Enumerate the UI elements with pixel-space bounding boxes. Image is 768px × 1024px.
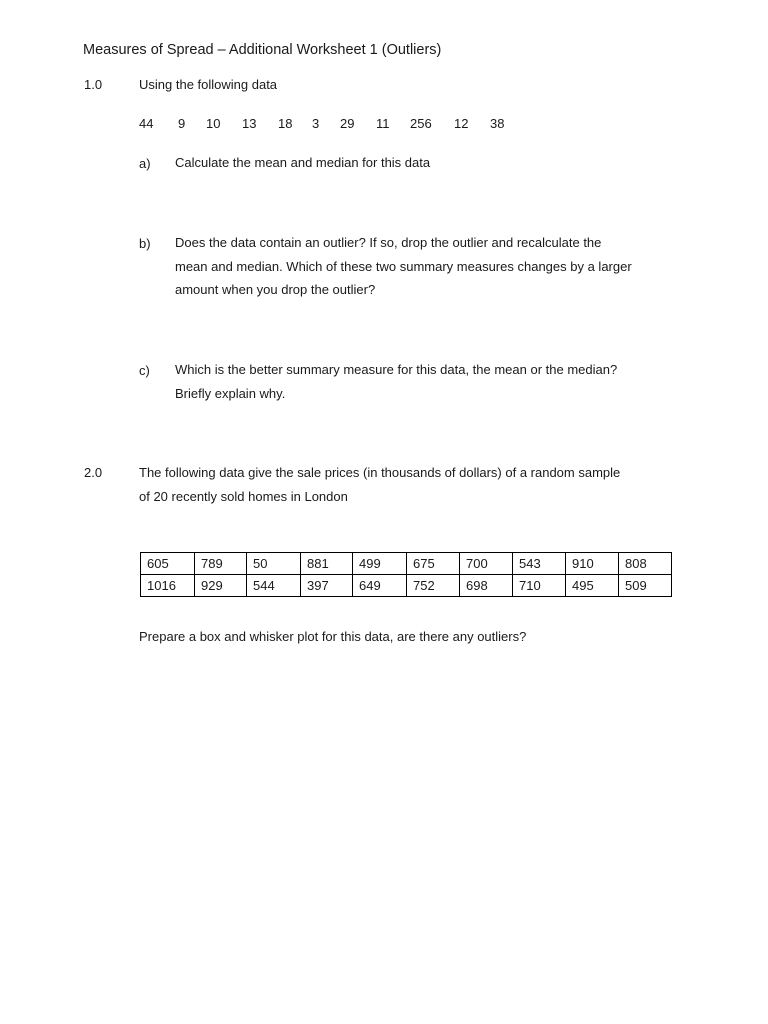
- data-value: 256: [410, 116, 432, 131]
- table-cell: 509: [619, 575, 672, 597]
- table-cell: 1016: [141, 575, 195, 597]
- question-1-number: 1.0: [84, 77, 103, 92]
- question-2-line: of 20 recently sold homes in London: [139, 488, 348, 504]
- table-cell: 544: [247, 575, 301, 597]
- part-b-text: [175, 231, 685, 302]
- table-cell: 929: [195, 575, 247, 597]
- data-value: 9: [178, 116, 186, 131]
- question-1-intro: Using the following data: [139, 77, 278, 92]
- part-a-text: Calculate the mean and median for this data: [175, 155, 431, 170]
- question-2-line: The following data give the sale prices (in thousands of dollars) of a random sample: [139, 465, 621, 480]
- table-cell: 808: [619, 553, 672, 575]
- table-cell: 789: [195, 553, 247, 575]
- table-cell: 50: [247, 553, 301, 575]
- table-row: [141, 553, 672, 575]
- part-c-text: [175, 358, 685, 405]
- table-cell: 649: [353, 575, 407, 597]
- part-c-line: Which is the better summary measure for this data, the mean or the median?: [175, 362, 618, 377]
- part-b-line: mean and median. Which of these two summary measures changes by a larger: [175, 258, 632, 274]
- data-value: 38: [490, 116, 505, 131]
- table-cell: 752: [407, 575, 460, 597]
- question-2-text: [139, 461, 699, 508]
- data-value: 11: [376, 116, 390, 131]
- part-c-line: Briefly explain why.: [175, 385, 286, 401]
- question-2-number: 2.0: [84, 465, 103, 480]
- table-cell: 698: [460, 575, 513, 597]
- data-value: 10: [206, 116, 221, 131]
- data-value: 13: [242, 116, 257, 131]
- data-value: 3: [312, 116, 320, 131]
- table-cell: 910: [566, 553, 619, 575]
- table-cell: 495: [566, 575, 619, 597]
- data-value: 18: [278, 116, 293, 131]
- part-a-letter: a): [139, 156, 151, 171]
- data-value: 44: [139, 116, 154, 131]
- part-b-line: amount when you drop the outlier?: [175, 282, 376, 297]
- data-value: 12: [454, 116, 469, 131]
- sale-prices-table: [140, 552, 672, 597]
- part-b-line: Does the data contain an outlier? If so, drop the outlier and recalculate the: [175, 235, 602, 250]
- table-cell: 710: [513, 575, 566, 597]
- table-cell: 881: [301, 553, 353, 575]
- worksheet-title: Measures of Spread – Additional Worksheet 1 (Outliers): [83, 42, 442, 58]
- part-b-letter: b): [139, 236, 151, 251]
- table-cell: 605: [141, 553, 195, 575]
- table-cell: 543: [513, 553, 566, 575]
- data-value: 29: [340, 116, 355, 131]
- table-cell: 397: [301, 575, 353, 597]
- table-row: [141, 575, 672, 597]
- table-cell: 675: [407, 553, 460, 575]
- table-cell: 499: [353, 553, 407, 575]
- part-c-letter: c): [139, 363, 150, 378]
- table-cell: 700: [460, 553, 513, 575]
- question-2-prompt: Prepare a box and whisker plot for this data, are there any outliers?: [139, 629, 527, 644]
